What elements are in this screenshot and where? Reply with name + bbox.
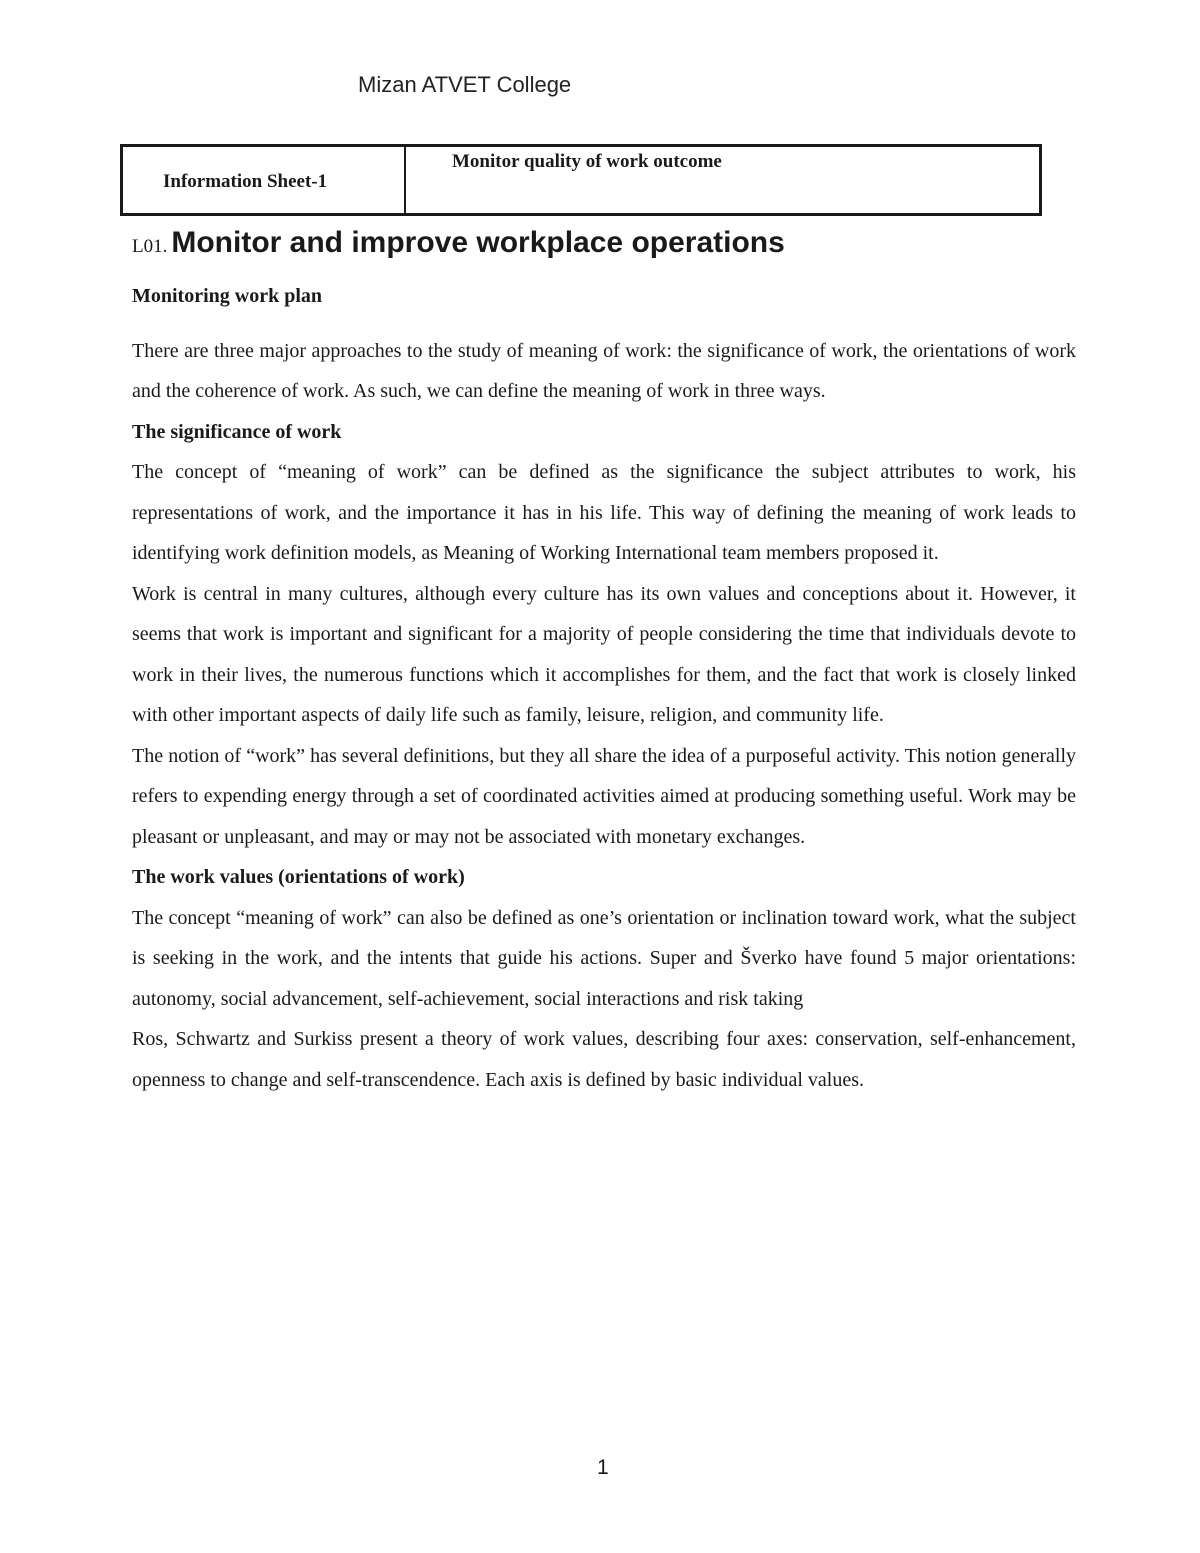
values-paragraph-1: The concept “meaning of work” can also be defined as one’s orientation or inclination toward work, what the subject is seeking in the work, and the intents that guide his actions. Super and Šverko have found 5 major orientations: autonomy, social advancement, self-achievement, social interactions and risk taking <box>132 906 1076 1010</box>
paragraph-gap <box>132 317 1076 331</box>
learning-outcome-title: Monitor and improve workplace operations <box>171 226 785 259</box>
section-heading-significance: The significance of work <box>132 420 342 443</box>
significance-paragraph-3: The notion of “work” has several definitions, but they all share the idea of a purposeful activity. This notion generally refers to expending energy through a set of coordinated activities aimed at producing something useful. Work may be pleasant or unpleasant, and may or may not be associated with monetary exchanges. <box>132 744 1076 848</box>
learning-outcome-heading <box>132 226 785 260</box>
info-sheet-label-cell <box>123 147 406 213</box>
significance-paragraph-2: Work is central in many cultures, although every culture has its own values and conceptions about it. However, it seems that work is important and significant for a majority of people considering the time that individuals devote to work in their lives, the numerous functions which it accomplishes for them, and the fact that work is closely linked with other important aspects of daily life such as family, leisure, religion, and community life. <box>132 582 1076 726</box>
values-paragraph-2: Ros, Schwartz and Surkiss present a theory of work values, describing four axes: conservation, self-enhancement, openness to change and self-transcendence. Each axis is defined by basic individual values. <box>132 1028 1076 1091</box>
significance-paragraph-1: The concept of “meaning of work” can be defined as the significance the subject attributes to work, his representations of work, and the importance it has in his life. This way of defining the meaning of work leads to identifying work definition models, as Meaning of Working International team members proposed it. <box>132 461 1076 564</box>
document-body <box>132 276 1076 1100</box>
info-sheet-label: Information Sheet-1 <box>163 171 328 192</box>
learning-outcome-number: L01. <box>132 236 168 257</box>
intro-paragraph: There are three major approaches to the study of meaning of work: the significance of work, the orientations of work and the coherence of work. As such, we can define the meaning of work in three ways. <box>132 339 1076 402</box>
info-sheet-table <box>120 144 1042 216</box>
info-sheet-title-cell <box>406 147 1039 213</box>
page-number: 1 <box>597 1456 609 1479</box>
section-heading-monitoring: Monitoring work plan <box>132 285 323 307</box>
info-sheet-title: Monitor quality of work outcome <box>452 151 722 172</box>
section-heading-values: The work values (orientations of work) <box>132 866 465 888</box>
college-header: Mizan ATVET College <box>358 72 572 97</box>
